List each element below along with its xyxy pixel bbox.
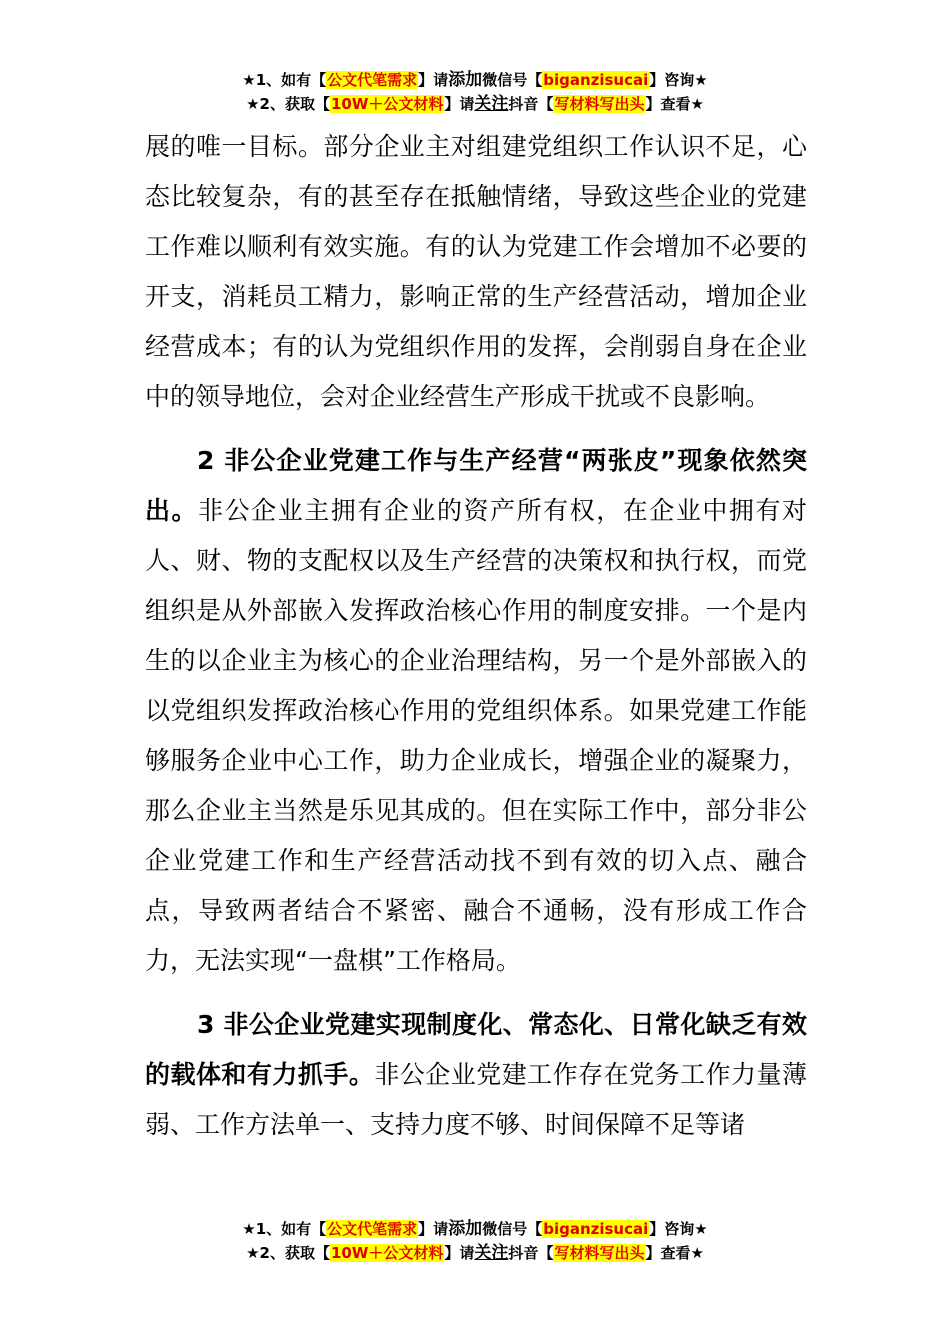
paragraph-2-heading: 2 非公企业党建工作与生产经营“两张皮”现象依然突出。 bbox=[145, 446, 807, 525]
banner-bracket: 】查看★ bbox=[645, 95, 704, 113]
paragraph-2 bbox=[145, 436, 807, 986]
banner-text: ★1、如有 bbox=[242, 1220, 312, 1238]
banner-emphasis: 添加 bbox=[448, 70, 483, 90]
banner-highlight-douyin: 写材料写出头 bbox=[554, 1244, 645, 1262]
banner-bracket: 】咨询★ bbox=[649, 71, 708, 89]
banner-emphasis: 关注 bbox=[474, 94, 509, 114]
paragraph-3-text: 非公企业党建工作存在党务工作力量薄弱、工作方法单一、支持力度不够、时间保障不足等诸 bbox=[145, 1060, 807, 1139]
banner-line-2 bbox=[0, 1241, 950, 1265]
banner-highlight-materials: 10W＋公文材料 bbox=[330, 1244, 444, 1262]
banner-highlight-wechat-id: biganzisucai bbox=[543, 1220, 649, 1238]
banner-highlight-douyin: 写材料写出头 bbox=[554, 95, 645, 113]
banner-line-2 bbox=[0, 92, 950, 116]
banner-text: ★2、获取 bbox=[246, 1244, 315, 1262]
banner-text: ★1、如有 bbox=[242, 71, 312, 89]
banner-bracket: 【 bbox=[314, 95, 330, 113]
banner-highlight-wechat-id: biganzisucai bbox=[543, 71, 649, 89]
document-body bbox=[145, 122, 807, 1150]
banner-bracket: 】咨询★ bbox=[649, 1220, 708, 1238]
banner-bracket: 【 bbox=[527, 1220, 543, 1238]
banner-highlight-service: 公文代笔需求 bbox=[327, 1220, 418, 1238]
banner-bracket: 】请 bbox=[418, 1220, 449, 1238]
paragraph-3-heading: 3 非公企业党建实现制度化、常态化、日常化缺乏有效的载体和有力抓手。 bbox=[145, 1010, 807, 1089]
banner-bracket: 【 bbox=[314, 1244, 330, 1262]
footer-banner bbox=[0, 1217, 950, 1265]
banner-bracket: 【 bbox=[538, 95, 554, 113]
banner-text: ★2、获取 bbox=[246, 95, 315, 113]
banner-text: 抖音 bbox=[508, 1244, 539, 1262]
banner-bracket: 】请 bbox=[418, 71, 449, 89]
banner-highlight-materials: 10W＋公文材料 bbox=[330, 95, 444, 113]
paragraph-3 bbox=[145, 1000, 807, 1150]
banner-bracket: 【 bbox=[311, 71, 327, 89]
banner-text: 抖音 bbox=[508, 95, 539, 113]
banner-emphasis: 关注 bbox=[474, 1243, 509, 1263]
banner-emphasis: 添加 bbox=[448, 1219, 483, 1239]
banner-bracket: 【 bbox=[311, 1220, 327, 1238]
banner-bracket: 【 bbox=[538, 1244, 554, 1262]
paragraph-2-text: 非公企业主拥有企业的资产所有权，在企业中拥有对人、财、物的支配权以及生产经营的决策权和执行权，而党组织是从外部嵌入发挥政治核心作用的制度安排。一个是内生的以企业主为核心的企业治理结构，另一个是外部嵌入的以党组织发挥政治核心作用的党组织体系。如果党建工作能够服务企业中心工作，助力企业成长，增强企业的凝聚力，那么企业主当然是乐见其成的。但在实际工作中，部分非公企业党建工作和生产经营活动找不到有效的切入点、融合点，导致两者结合不紧密、融合不通畅，没有形成工作合力，无法实现“一盘棋”工作格局。 bbox=[145, 496, 807, 975]
banner-highlight-service: 公文代笔需求 bbox=[327, 71, 418, 89]
banner-bracket: 】查看★ bbox=[645, 1244, 704, 1262]
header-banner bbox=[0, 68, 950, 116]
banner-text: 微信号 bbox=[482, 71, 528, 89]
paragraph-1: 展的唯一目标。部分企业主对组建党组织工作认识不足，心态比较复杂，有的甚至存在抵触情绪，导致这些企业的党建工作难以顺利有效实施。有的认为党建工作会增加不必要的开支，消耗员工精力，影响正常的生产经营活动，增加企业经营成本；有的认为党组织作用的发挥，会削弱自身在企业中的领导地位，会对企业经营生产形成干扰或不良影响。 bbox=[145, 132, 807, 411]
banner-line-1 bbox=[0, 1217, 950, 1241]
banner-text: 微信号 bbox=[482, 1220, 528, 1238]
banner-bracket: 【 bbox=[527, 71, 543, 89]
banner-line-1 bbox=[0, 68, 950, 92]
banner-bracket: 】请 bbox=[444, 95, 475, 113]
banner-bracket: 】请 bbox=[444, 1244, 475, 1262]
